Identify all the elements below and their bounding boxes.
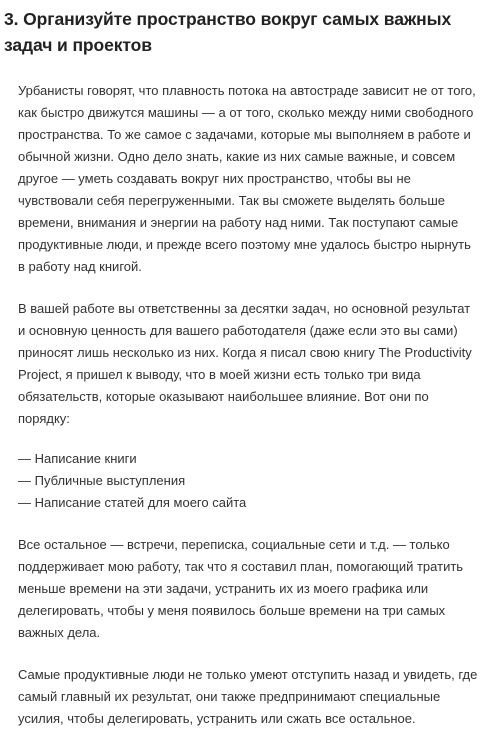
paragraph-2: В вашей работе вы ответственны за десятки задач, но основной результат и основную ценность для вашего работодателя (даже если это вы сами) приносят лишь несколько из них. Когда я писал свою книгу The Productivity Project, я пришел к выводу, что в моей жизни есть только три вида обязательств, которые оказывают наибольшее влияние. Вот они по порядку: [18,301,472,426]
section-heading: 3. Организуйте пространство вокруг самых важных задач и проектов [4,9,452,55]
paragraph-4: Самые продуктивные люди не только умеют отступить назад и увидеть, где самый главный их результат, они также предпринимают специальные усилия, чтобы делегировать, устранить или сжать все остальное. [18,667,478,726]
list-item: — Написание книги [18,451,137,466]
article [4,0,482,730]
commitments-list [18,448,482,514]
list-item: — Написание статей для моего сайта [18,495,247,510]
list-item: — Публичные выступления [18,473,186,488]
paragraph-1: Урбанисты говорят, что плавность потока на автостраде зависит не от того, как быстро движутся машины — а от того, сколько между ними свободного пространства. То же самое с задачами, которые мы выполняем в работе и обычной жизни. Одно дело знать, какие из них самые важные, и совсем другое — уметь создавать вокруг них пространство, чтобы вы не чувствовали себя перегруженными. Так вы сможете выделять больше времени, внимания и энергии на работу над ними. Так поступают самые продуктивные люди, и прежде всего поэтому мне удалось быстро нырнуть в работу над книгой. [18,83,476,274]
paragraph-3: Все остальное — встречи, переписка, социальные сети и т.д. — только поддерживает мою работу, так что я составил план, помогающий тратить меньше времени на эти задачи, устранить их из моего графика или делегировать, чтобы у меня появилось больше времени на три самых важных дела. [18,537,464,640]
